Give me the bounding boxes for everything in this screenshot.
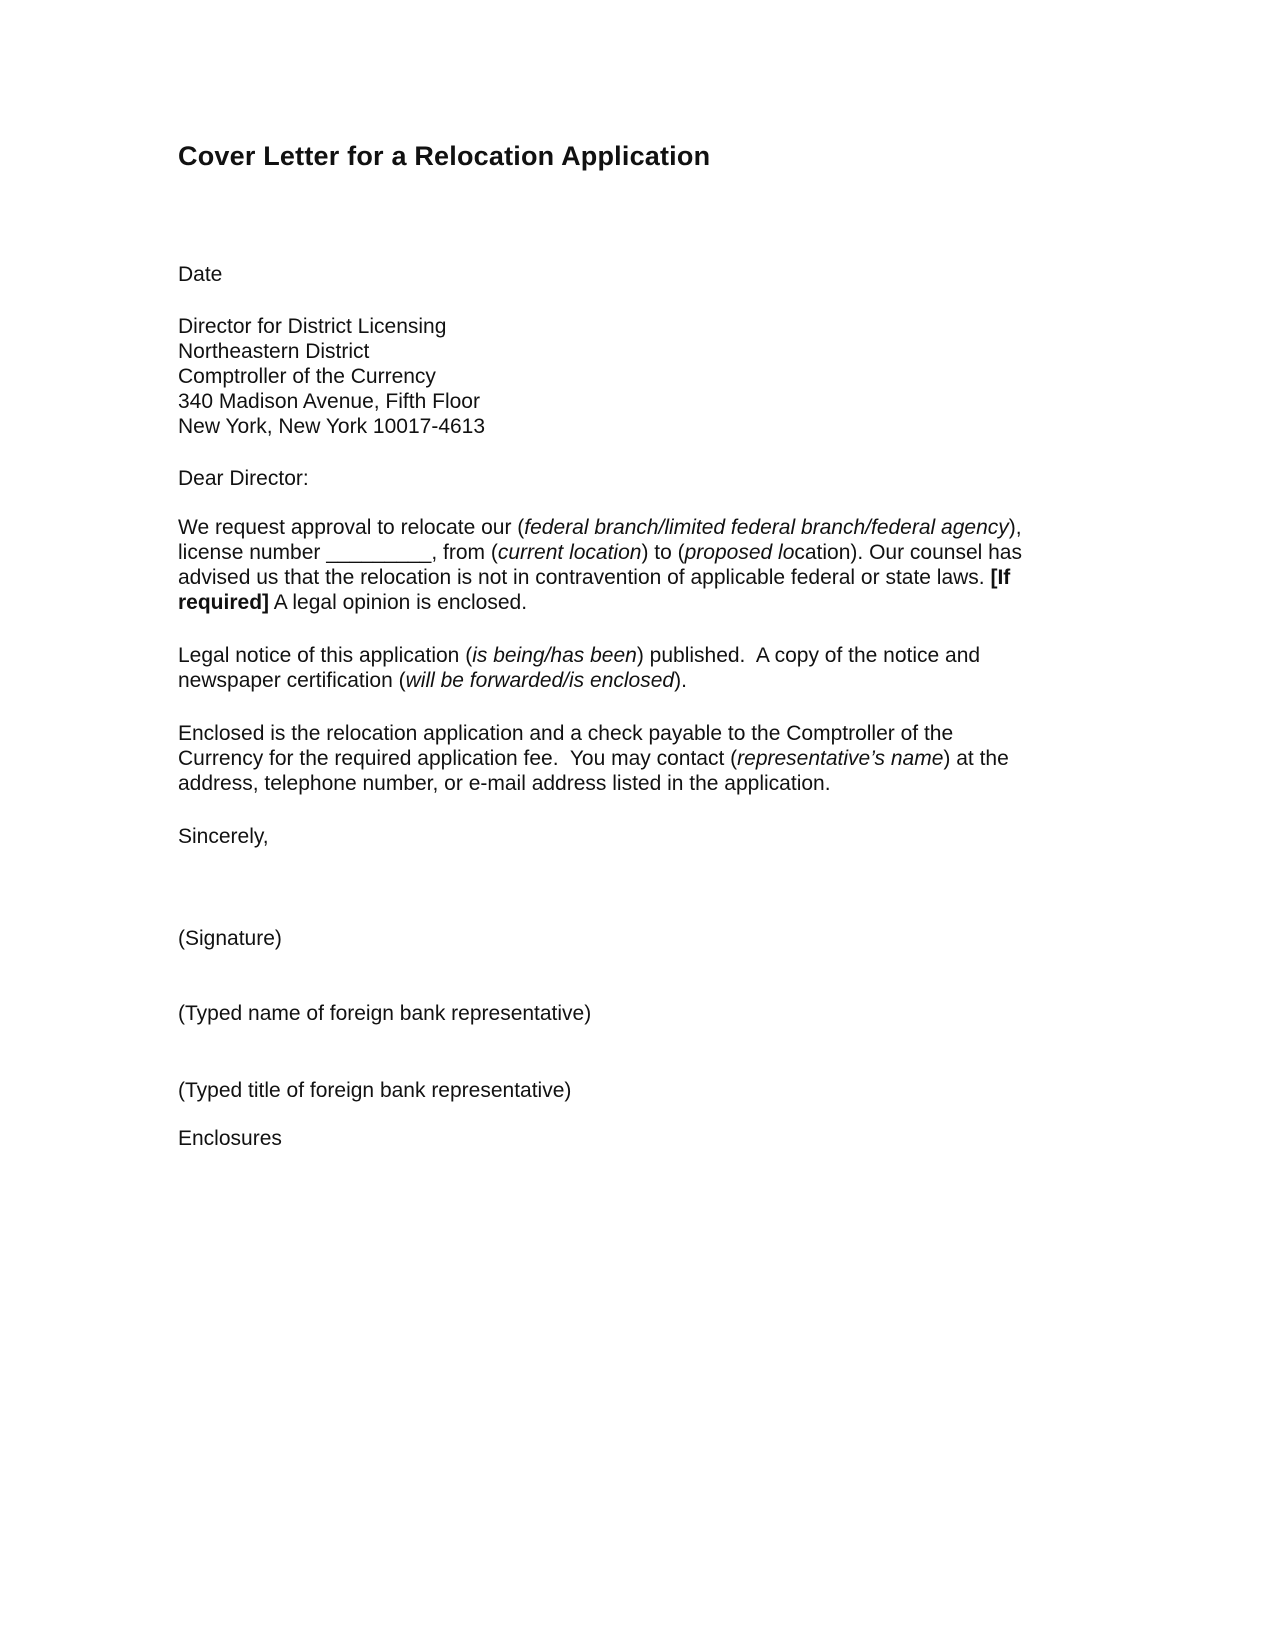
text-segment-regular: ) to ( [641, 541, 685, 564]
text-segment-regular: , from ( [431, 541, 498, 564]
text-segment-italic: proposed lo [684, 541, 795, 564]
date-placeholder: Date [178, 263, 223, 286]
recipient-line: Director for District Licensing [178, 315, 447, 338]
text-segment-italic: federal branch/limited federal branch/federal agency [524, 516, 1009, 539]
closing-sincerely: Sincerely, [178, 825, 269, 848]
text-segment-regular: Legal notice of this application ( [178, 644, 473, 667]
signature-placeholder: (Signature) [178, 927, 282, 950]
paragraph-legal-notice [178, 643, 1038, 693]
paragraph-request-approval [178, 515, 1038, 615]
typed-title-placeholder: (Typed title of foreign bank representative) [178, 1079, 572, 1102]
text-segment-bold: [If required] [178, 566, 1017, 614]
text-segment-regular: cation). Our counsel has advised us that the relocation is not in contravention of applicable federal or state laws. [178, 541, 1028, 589]
recipient-line: New York, New York 10017-4613 [178, 415, 486, 438]
text-segment-regular: ). [674, 669, 687, 692]
salutation: Dear Director: [178, 467, 309, 490]
page-title: Cover Letter for a Relocation Application [178, 141, 711, 171]
enclosures-label: Enclosures [178, 1127, 282, 1150]
text-segment-italic: current location [497, 541, 642, 564]
text-segment-regular: ), license number [178, 516, 1028, 564]
text-segment-regular: We request approval to relocate our ( [178, 516, 525, 539]
recipient-line: Comptroller of the Currency [178, 365, 436, 388]
text-segment-regular: ) at the address, telephone number, or e-mail address listed in the application. [178, 747, 1015, 795]
text-segment-italic: will be forwarded/is enclosed [405, 669, 675, 692]
text-segment-regular: A legal opinion is enclosed. [269, 591, 528, 614]
recipient-address-block [178, 314, 1038, 439]
paragraph-enclosed-application [178, 721, 1038, 796]
text-segment-italic: is being/has been [472, 644, 637, 667]
text-segment-blank: _________ [326, 541, 432, 564]
recipient-line: Northeastern District [178, 340, 370, 363]
text-segment-regular: Enclosed is the relocation application and a check payable to the Comptroller of the Currency for the required application fee. You may contact ( [178, 722, 959, 770]
text-segment-italic: representative’s name [737, 747, 944, 770]
typed-name-placeholder: (Typed name of foreign bank representative) [178, 1002, 592, 1025]
text-segment-regular: ) published. A copy of the notice and newspaper certification ( [178, 644, 986, 692]
recipient-line: 340 Madison Avenue, Fifth Floor [178, 390, 480, 413]
